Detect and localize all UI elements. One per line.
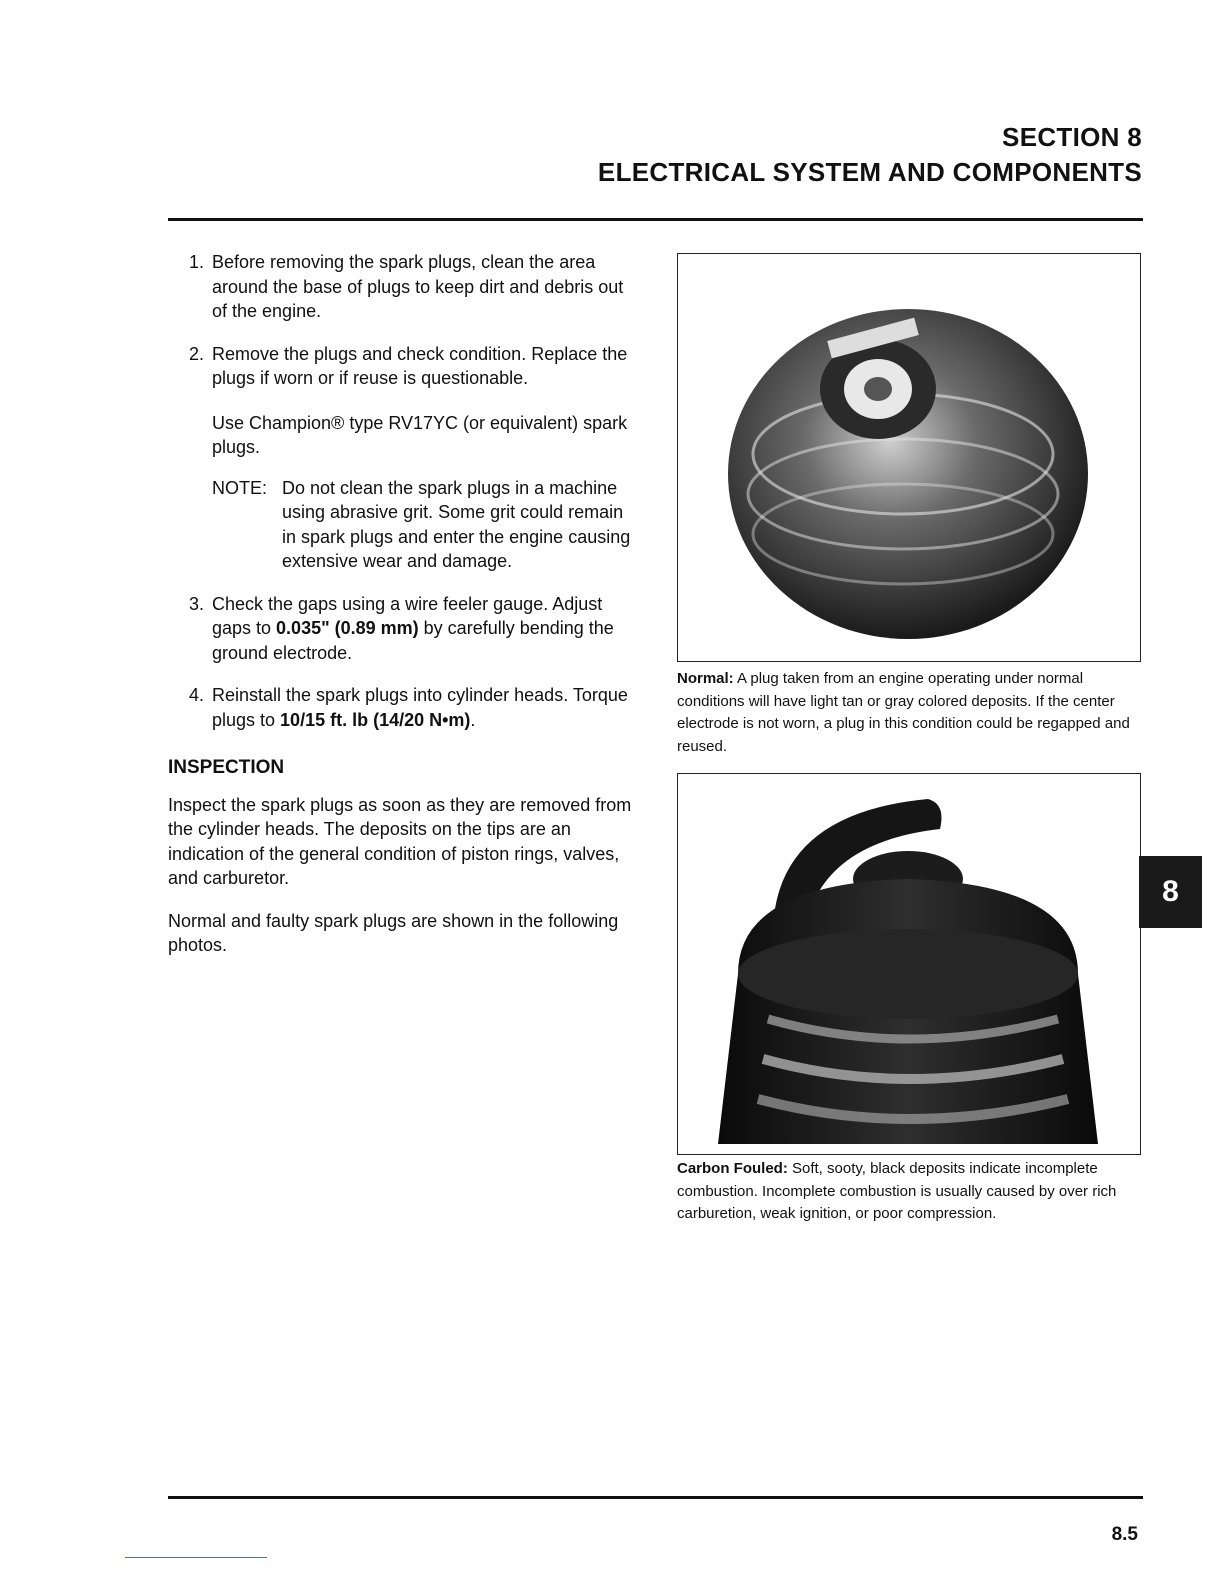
caption-label: Normal: <box>677 670 734 687</box>
step-number: 3. <box>188 593 204 614</box>
inspection-heading: INSPECTION <box>168 757 285 778</box>
section-number: SECTION 8 <box>1002 122 1142 152</box>
inspection-paragraph: Inspect the spark plugs as soon as they are removed from the cylinder heads. The deposits on the tips are an indication of the general condition of piston rings, valves, and carburetor. <box>168 794 632 888</box>
carbon-fouled-plug-photo <box>677 773 1141 1155</box>
section-header <box>598 120 1142 190</box>
decorative-line <box>125 1557 267 1558</box>
left-column <box>168 250 638 976</box>
step-text-part: Check the gaps using a wire feeler gauge. Adjust gaps to <box>212 593 603 638</box>
plug-type-text: Use Champion® type RV17YC (or equivalent) spark plugs. <box>212 412 628 457</box>
section-title: ELECTRICAL SYSTEM AND COMPONENTS <box>597 157 1142 187</box>
caption-text: A plug taken from an engine operating under normal conditions will have light tan or gray colored deposits. If the center electrode is not worn, a plug in this condition could be regapped and reused. <box>677 670 1130 755</box>
step-2 <box>168 342 638 574</box>
page-number: 8.5 <box>1111 1524 1138 1545</box>
step-text-part: . <box>470 709 476 730</box>
step-text <box>212 592 638 666</box>
section-tab: 8 <box>1139 856 1202 928</box>
footer-rule <box>168 1496 1143 1499</box>
note <box>212 476 638 574</box>
header-rule <box>168 218 1143 221</box>
step-text: Remove the plugs and check condition. Replace the plugs if worn or if reuse is questionable. <box>212 343 628 388</box>
caption-text: Soft, sooty, black deposits indicate incomplete combustion. Incomplete combustion is usually caused by over rich carburetion, weak ignition, or poor compression. <box>677 1160 1117 1222</box>
step-text: Before removing the spark plugs, clean the area around the base of plugs to keep dirt and debris out of the engine. <box>212 252 624 321</box>
normal-caption <box>677 668 1139 758</box>
gap-spec: 0.035" (0.89 mm) <box>276 618 419 638</box>
step-1 <box>168 250 638 324</box>
step-text-part: by carefully bending the ground electrode. <box>212 618 614 663</box>
torque-spec: 10/15 ft. lb (14/20 N•m) <box>280 709 471 730</box>
note-text: Do not clean the spark plugs in a machine using abrasive grit. Some grit could remain in spark plugs and enter the engine causing extensive wear and damage. <box>282 477 631 571</box>
step-number: 4. <box>188 685 204 705</box>
step-text-part: Reinstall the spark plugs into cylinder heads. Torque plugs to <box>212 685 628 730</box>
normal-plug-photo <box>677 253 1141 662</box>
step-4 <box>168 683 638 732</box>
inspection-paragraph-2: Normal and faulty spark plugs are shown in the following photos. <box>168 910 619 955</box>
step-number: 1. <box>188 252 204 272</box>
step-3 <box>168 592 638 666</box>
step-number: 2. <box>188 343 204 364</box>
note-label: NOTE: <box>212 477 268 498</box>
step-text <box>212 683 638 732</box>
caption-label: Carbon Fouled: <box>677 1160 788 1177</box>
carbon-fouled-caption <box>677 1158 1139 1226</box>
